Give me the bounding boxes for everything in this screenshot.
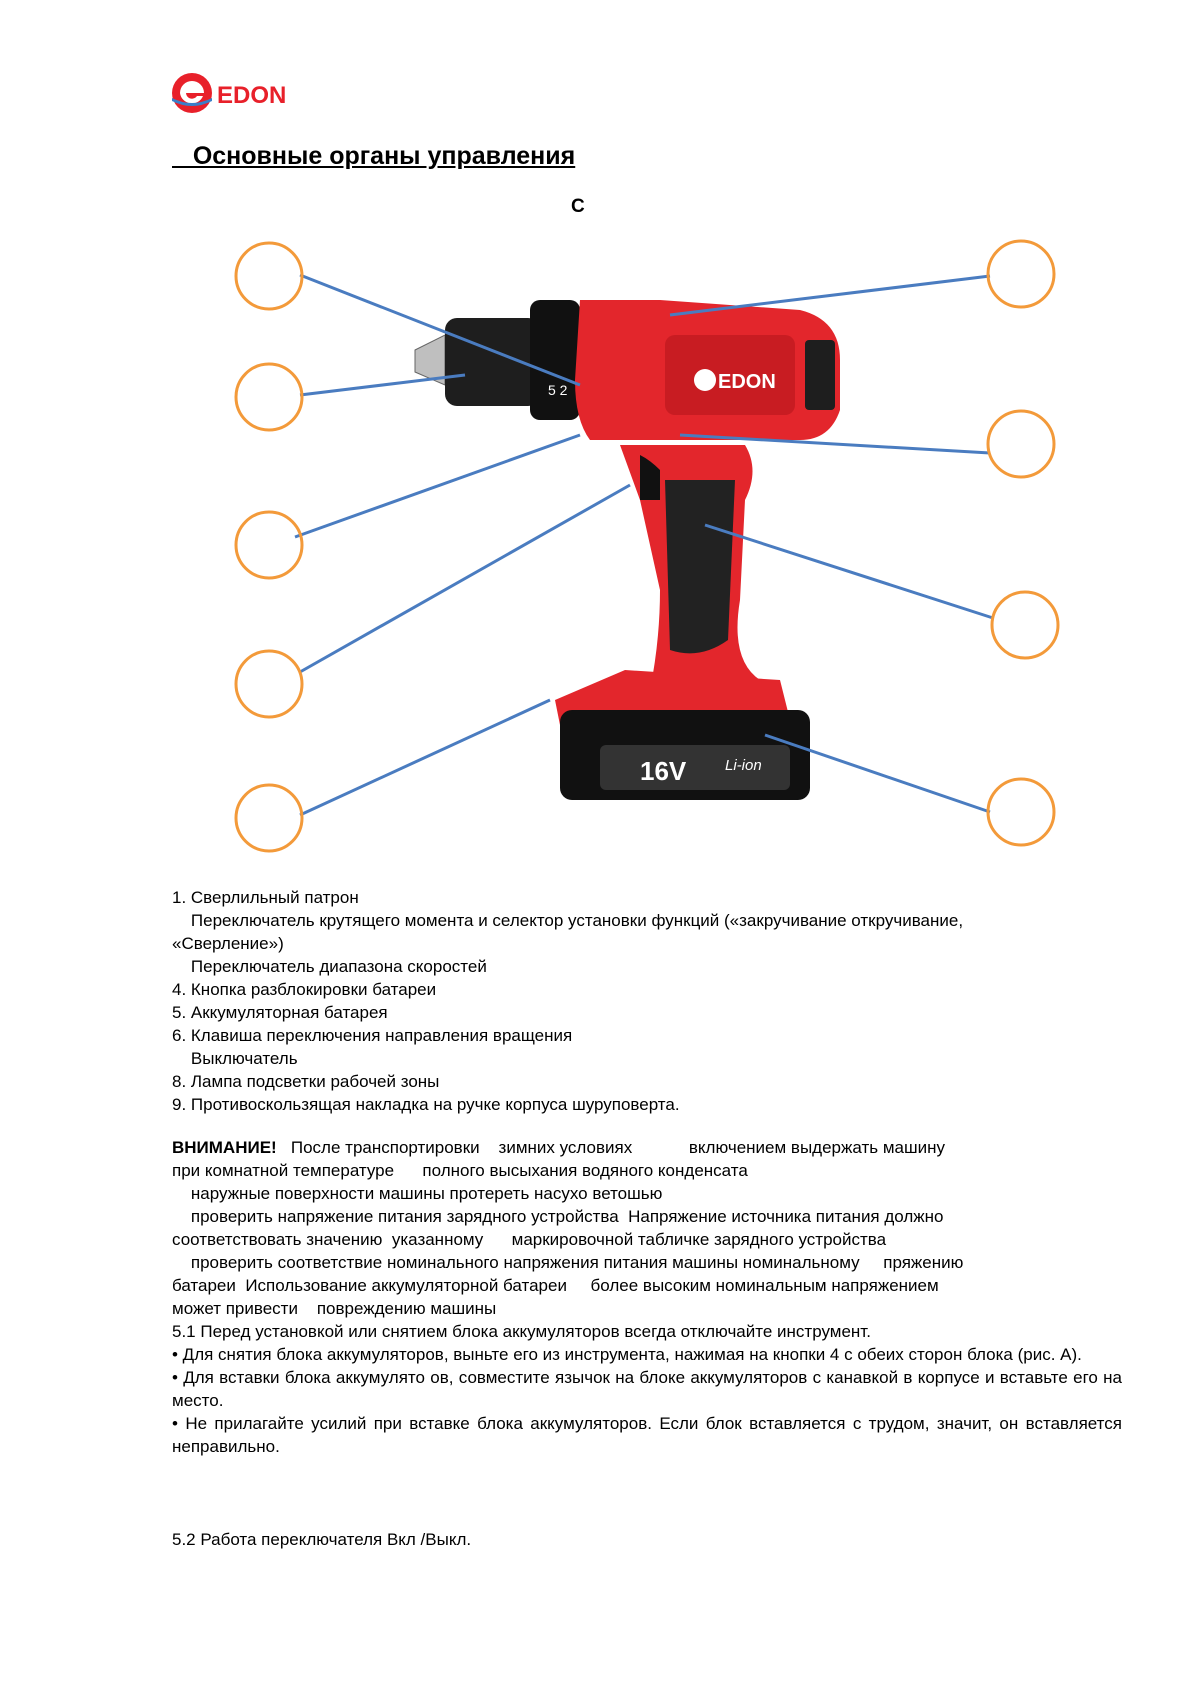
list-item: 6. Клавиша переключения направления вращения (172, 1026, 573, 1045)
drill-handle (620, 445, 760, 690)
warning-line: наружные поверхности машины протереть насухо ветошью (172, 1184, 663, 1203)
leader-line (300, 700, 550, 815)
list-item: 5. Аккумуляторная батарея (172, 1003, 388, 1022)
warning-line: соответствовать значению указанному маркировочной табличке зарядного устройства (172, 1230, 887, 1249)
warning-label: ВНИМАНИЕ! (172, 1138, 277, 1157)
svg-text:Li-ion: Li-ion (725, 757, 762, 774)
section-5-1-intro: 5.1 Перед установкой или снятием блока аккумуляторов всегда отключайте инструмент. (172, 1322, 871, 1341)
warning-line: После транспортировки зимних условиях включением выдержать машину (276, 1138, 945, 1157)
list-item: «Сверление») (172, 934, 284, 953)
callout-circle (236, 512, 302, 578)
warning-block (172, 1136, 1122, 1458)
figure-letter: C (571, 196, 585, 217)
callout-circle (236, 364, 302, 430)
svg-text:16V: 16V (640, 756, 687, 786)
leader-line (300, 375, 465, 395)
callout-circle (236, 651, 302, 717)
drill-battery (555, 670, 810, 800)
warning-line: может привести повреждению машины (172, 1299, 497, 1318)
svg-text:EDON: EDON (718, 371, 776, 393)
section-5-1-bullet: • Для снятия блока аккумуляторов, выньте его из инструмента, нажимая на кнопки 4 с обеих сторон блока (рис. А). (172, 1345, 1082, 1364)
warning-line: проверить соответствие номинального напряжения питания машины номинальному пряжению (172, 1253, 964, 1272)
leader-line (705, 525, 993, 618)
callout-circle (236, 785, 302, 851)
warning-line: батареи Использование аккумуляторной батареи более высоким номинальным напряжением (172, 1276, 939, 1295)
warning-line: проверить напряжение питания зарядного устройства Напряжение источника питания должно (172, 1207, 944, 1226)
warning-line: при комнатной температуре полного высыхания водяного конденсата (172, 1161, 748, 1180)
list-item: 8. Лампа подсветки рабочей зоны (172, 1072, 440, 1091)
callout-circle (988, 411, 1054, 477)
list-item: Переключатель крутящего момента и селектор установки функций («закручивание откручивание, (172, 911, 964, 930)
parts-list (172, 886, 1122, 1116)
leader-line (295, 435, 580, 537)
callout-circle (992, 592, 1058, 658)
list-item: 4. Кнопка разблокировки батареи (172, 980, 437, 999)
list-item: 9. Противоскользящая накладка на ручке корпуса шуруповерта. (172, 1095, 680, 1114)
page-title: Основные органы управления (172, 142, 576, 170)
section-5-1-bullet: • Для вставки блока аккумулято ов, совместите язычок на блоке аккумуляторов с канавкой в корпусе и вставьте его на место. (172, 1368, 1122, 1410)
list-item: Выключатель (172, 1049, 298, 1068)
svg-text:EDON: EDON (217, 82, 287, 109)
callout-circle (988, 241, 1054, 307)
list-item: Переключатель диапазона скоростей (172, 957, 487, 976)
list-item: 1. Сверлильный патрон (172, 888, 359, 907)
section-5-1-bullet: • Не прилагайте усилий при вставке блока аккумуляторов. Если блок вставляется с трудом, значит, он вставляется неправильно. (172, 1414, 1122, 1456)
leader-line (300, 485, 630, 672)
drill-chuck (415, 300, 580, 420)
section-5-2-heading: 5.2 Работа переключателя Вкл /Выкл. (172, 1530, 472, 1549)
callout-circle (236, 243, 302, 309)
leader-line (670, 276, 990, 315)
callout-circle (988, 779, 1054, 845)
drill-body (575, 300, 840, 440)
svg-text:5 2: 5 2 (548, 382, 568, 398)
